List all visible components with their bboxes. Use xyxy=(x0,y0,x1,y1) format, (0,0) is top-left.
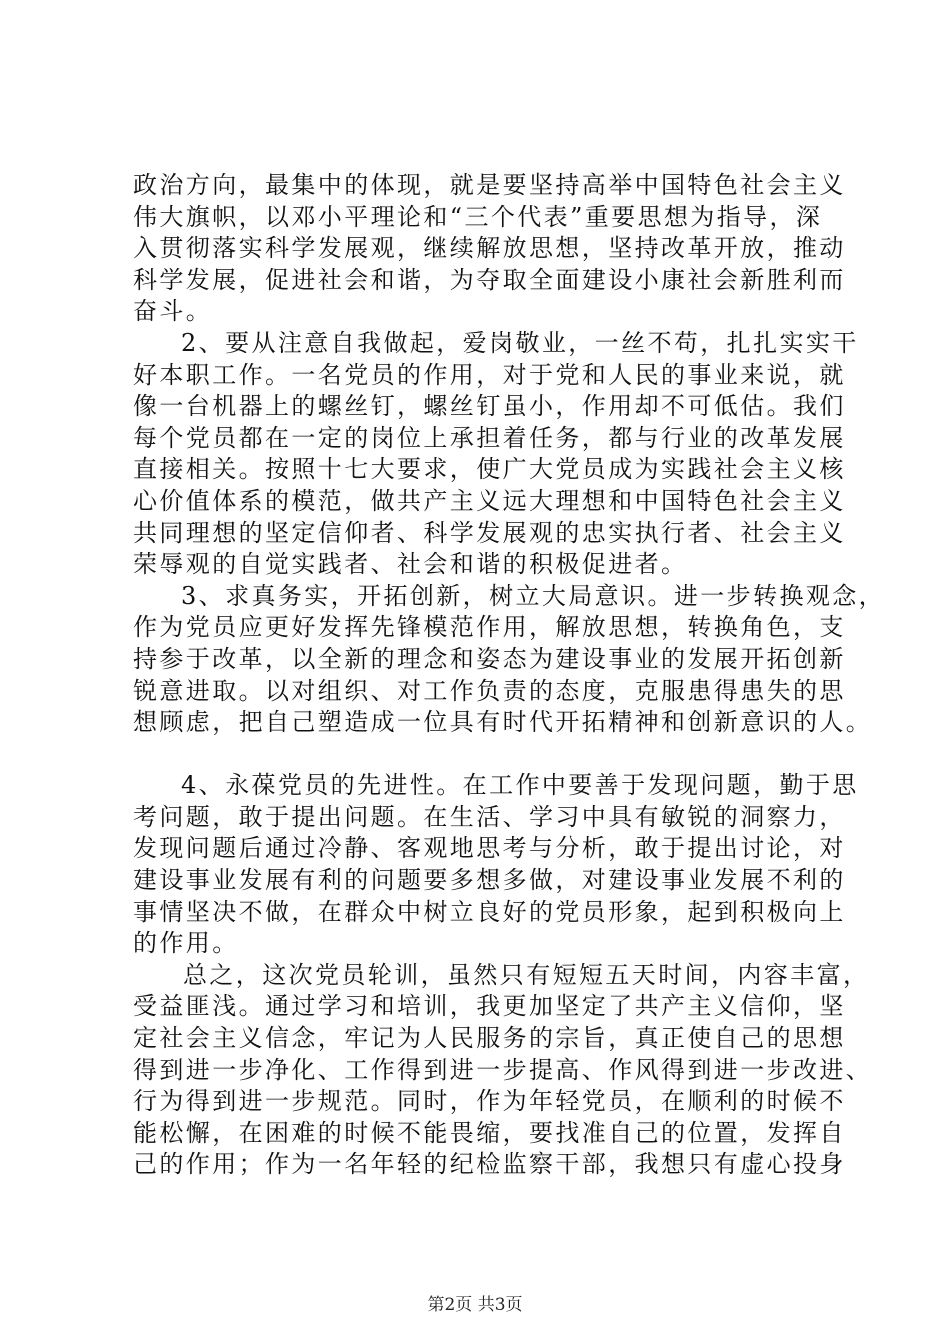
text-line: 建设事业发展有利的问题要多想多做，对建设事业发展不利的 xyxy=(133,866,846,895)
text-line: 定社会主义信念，牢记为人民服务的宗旨，真正使自己的思想 xyxy=(133,1024,846,1053)
text-line: 每个党员都在一定的岗位上承担着任务，都与行业的改革发展 xyxy=(133,423,846,452)
text-line: 3、求真务实，开拓创新，树立大局意识。进一步转换观念， xyxy=(181,581,886,610)
text-line: 像一台机器上的螺丝钉，螺丝钉虽小，作用却不可低估。我们 xyxy=(133,392,846,421)
text-line: 受益匪浅。通过学习和培训，我更加坚定了共产主义信仰，坚 xyxy=(133,992,846,1021)
text-line: 总之，这次党员轮训，虽然只有短短五天时间，内容丰富， xyxy=(183,960,870,989)
text-line: 政治方向，最集中的体现，就是要坚持高举中国特色社会主义 xyxy=(133,171,846,199)
text-line: 能松懈，在困难的时候不能畏缩，要找准自己的位置，发挥自 xyxy=(133,1118,846,1147)
text-line: 锐意进取。以对组织、对工作负责的态度，克服患得患失的思 xyxy=(133,676,846,705)
text-line: 共同理想的坚定信仰者、科学发展观的忠实执行者、社会主义 xyxy=(133,518,846,547)
text-line: 事情坚决不做，在群众中树立良好的党员形象，起到积极向上 xyxy=(133,897,846,926)
text-line: 行为得到进一步规范。同时，作为年轻党员，在顺利的时候不 xyxy=(133,1087,846,1116)
body-text xyxy=(133,170,886,1181)
text-line: 想顾虑，把自己塑造成一位具有时代开拓精神和创新意识的人。 xyxy=(133,708,873,737)
text-line: 2、要从注意自我做起，爱岗敬业，一丝不苟，扎扎实实干 xyxy=(181,328,859,357)
text-line: 发现问题后通过冷静、客观地思考与分析，敢于提出讨论，对 xyxy=(133,834,846,863)
text-line: 入贯彻落实科学发展观，继续解放思想，坚持改革开放，推动 xyxy=(133,234,846,263)
text-line: 己的作用；作为一名年轻的纪检监察干部，我想只有虚心投身 xyxy=(133,1150,846,1179)
text-line: 科学发展，促进社会和谐，为夺取全面建设小康社会新胜利而 xyxy=(133,265,846,294)
text-line: 直接相关。按照十七大要求，使广大党员成为实践社会主义核 xyxy=(133,455,846,484)
text-line: 持参于改革，以全新的理念和姿态为建设事业的发展开拓创新 xyxy=(133,644,846,673)
text-line: 荣辱观的自觉实践者、社会和谐的积极促进者。 xyxy=(133,550,688,579)
text-line: 奋斗。 xyxy=(133,297,213,326)
text-line: 心价值体系的模范，做共产主义远大理想和中国特色社会主义 xyxy=(133,486,846,515)
text-line: 作为党员应更好发挥先锋模范作用，解放思想，转换角色，支 xyxy=(133,613,846,642)
page-number-footer: 第2页 共3页 xyxy=(427,1295,523,1315)
text-line: 伟大旗帜，以邓小平理论和“三个代表”重要思想为指导，深 xyxy=(133,202,823,231)
blank-line xyxy=(133,739,833,771)
text-line: 考问题，敢于提出问题。在生活、学习中具有敏锐的洞察力， xyxy=(133,802,846,831)
text-line: 得到进一步净化、工作得到进一步提高、作风得到进一步改进、 xyxy=(133,1055,873,1084)
text-line: 的作用。 xyxy=(133,929,239,958)
text-line: 好本职工作。一名党员的作用，对于党和人民的事业来说，就 xyxy=(133,360,846,389)
text-line: 4、永葆党员的先进性。在工作中要善于发现问题，勤于思 xyxy=(181,771,859,800)
